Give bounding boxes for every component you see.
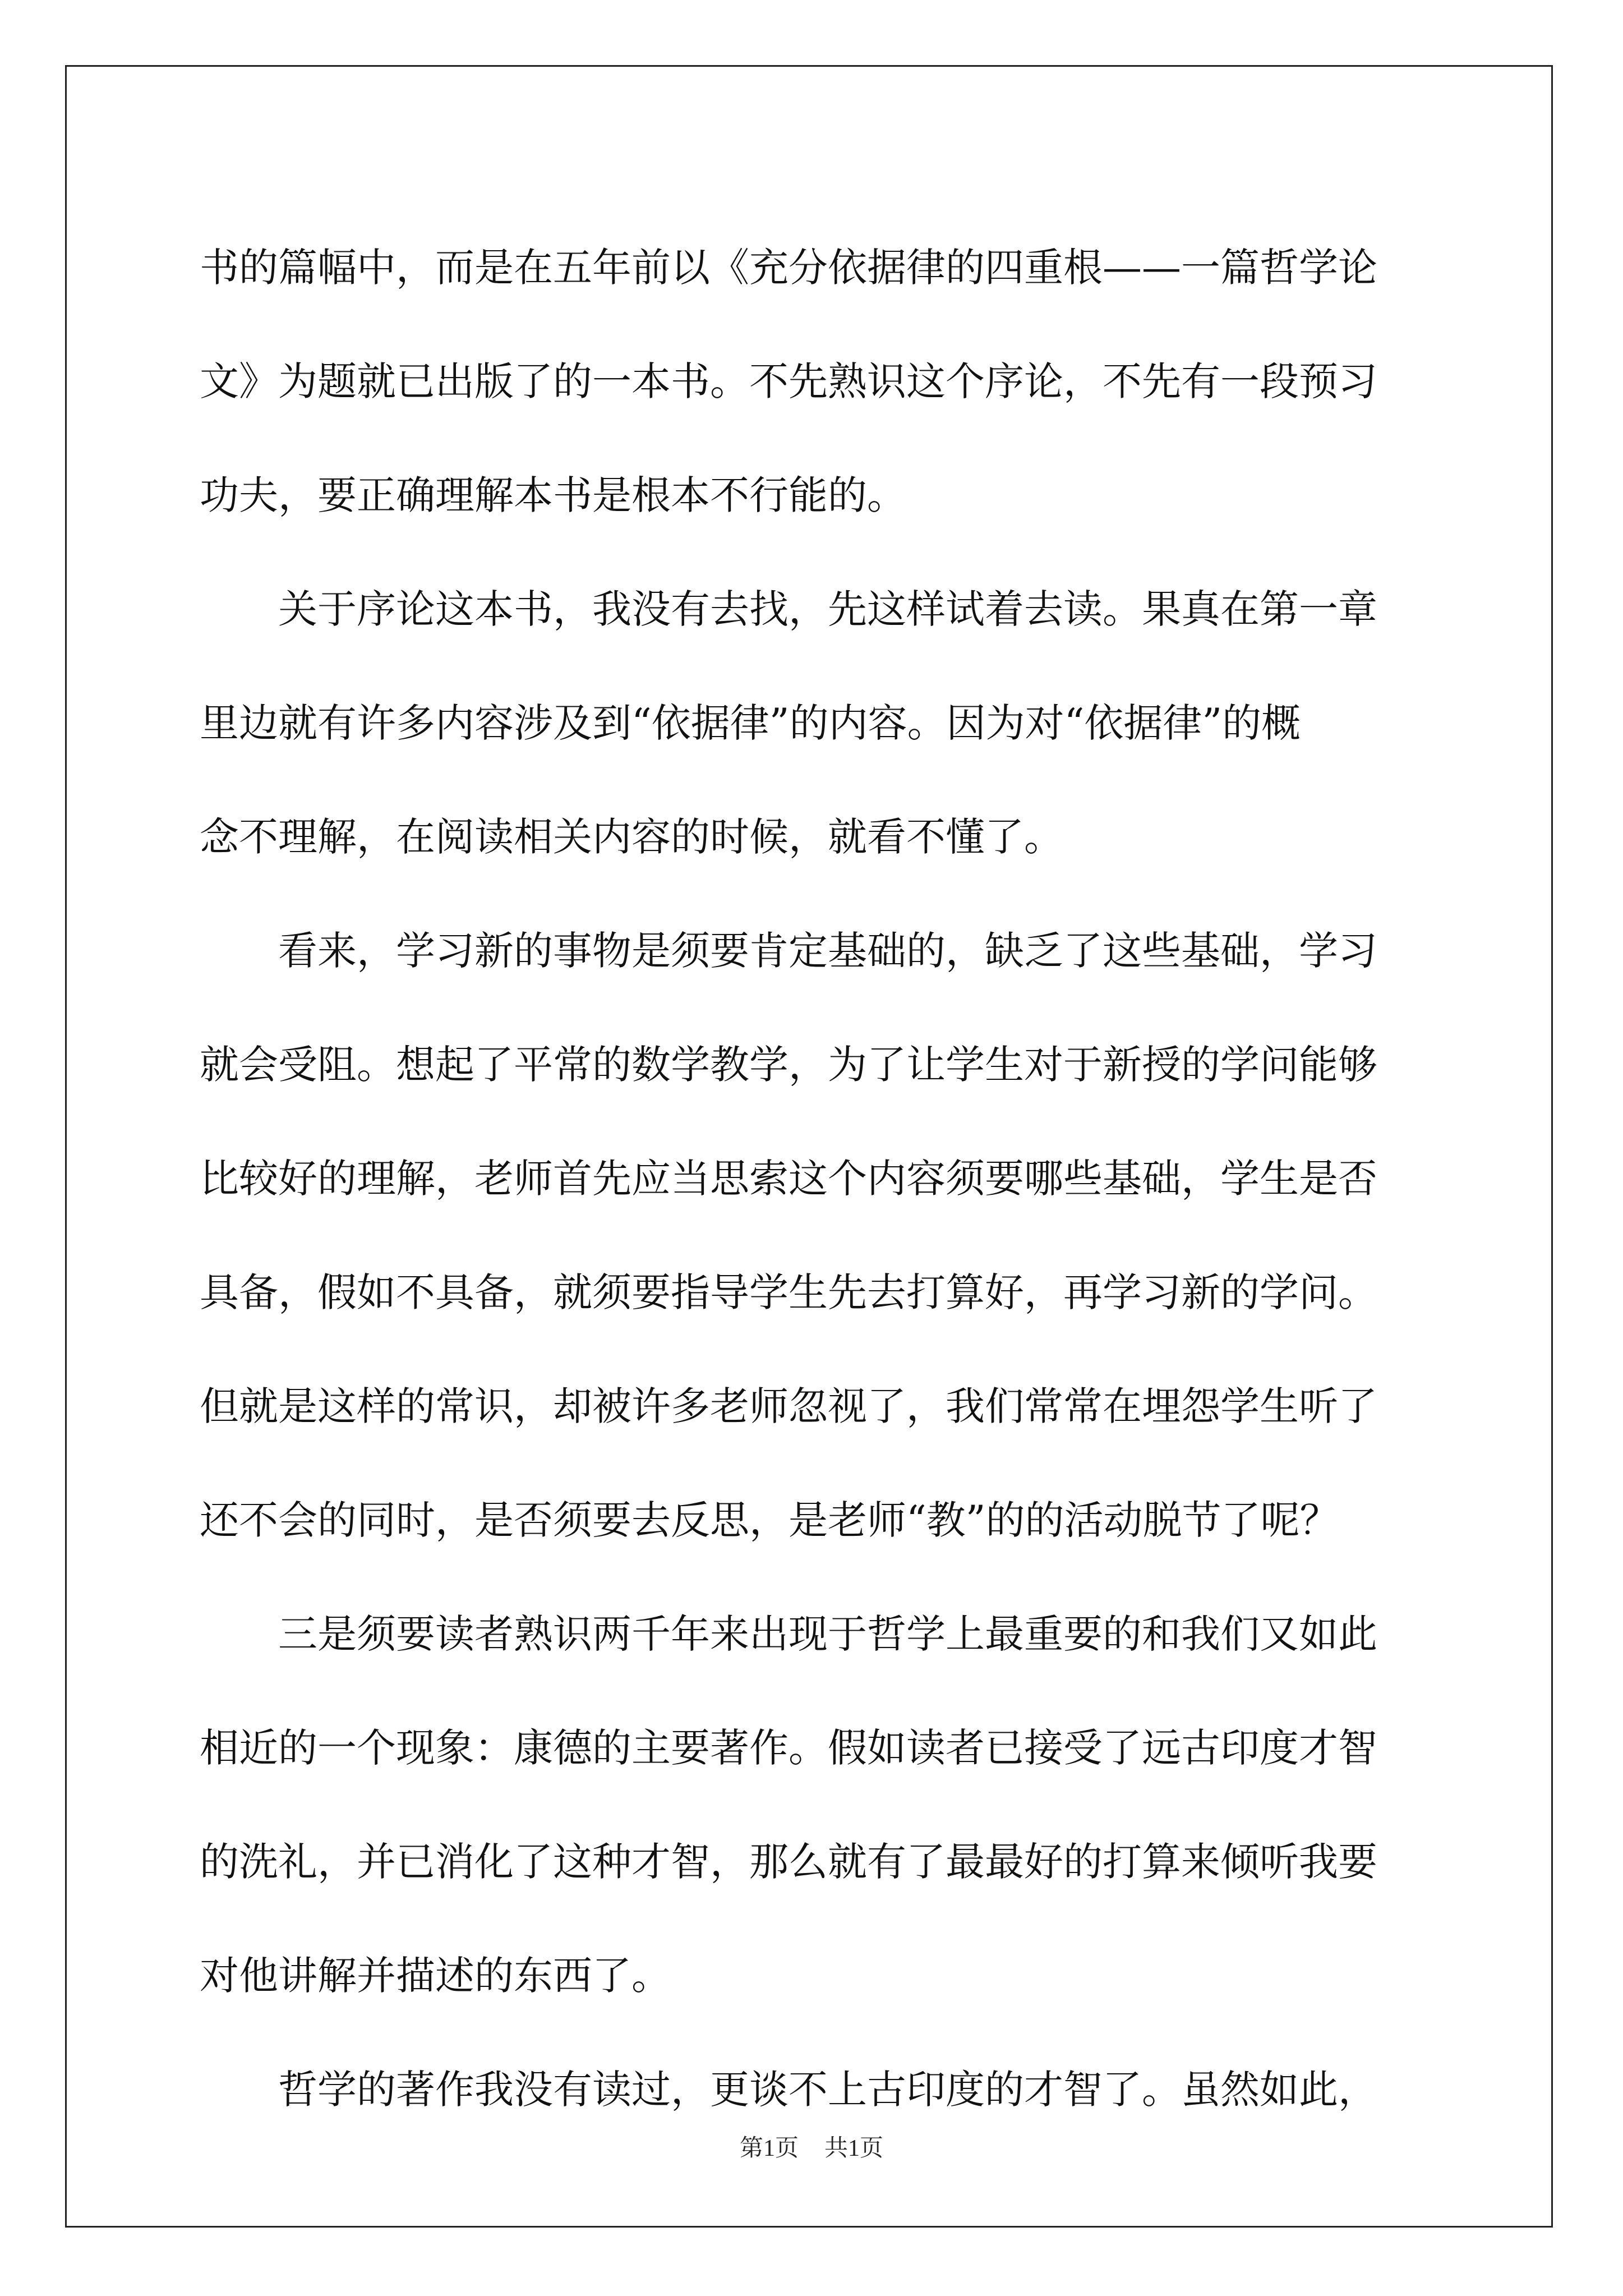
text-line: 书的篇幅中，而是在五年前以《充分依据律的四重根——一篇哲学论 <box>200 245 1377 291</box>
body-text <box>200 211 1424 2147</box>
text-line: 比较好的理解，老师首先应当思索这个内容须要哪些基础，学生是否 <box>200 1156 1377 1202</box>
page-total: 共1页 <box>824 2136 884 2161</box>
text-line: 就会受阻。想起了平常的数学教学，为了让学生对于新授的学问能够 <box>200 1042 1377 1088</box>
text-line: 文》为题就已出版了的一本书。不先熟识这个序论，不先有一段预习 <box>200 358 1377 404</box>
text-line: 哲学的著作我没有读过，更谈不上古印度的才智了。虽然如此， <box>200 2067 1377 2113</box>
text-line: 功夫，要正确理解本书是根本不行能的。 <box>200 472 906 518</box>
text-line: 的洗礼，并已消化了这种才智，那么就有了最最好的打算来倾听我要 <box>200 1839 1377 1885</box>
text-line: 看来，学习新的事物是须要肯定基础的，缺乏了这些基础，学习 <box>200 928 1377 974</box>
text-line: 还不会的同时，是否须要去反思，是老师“教”的的活动脱节了呢？ <box>200 1497 1339 1543</box>
text-line: 具备，假如不具备，就须要指导学生先去打算好，再学习新的学问。 <box>200 1269 1377 1315</box>
page-footer <box>0 2132 1623 2165</box>
text-line: 对他讲解并描述的东西了。 <box>200 1953 671 1999</box>
text-line: 相近的一个现象：康德的主要著作。假如读者已接受了远古印度才智 <box>200 1725 1377 1771</box>
page-number: 第1页 <box>739 2136 799 2161</box>
text-line: 关于序论这本书，我没有去找，先这样试着去读。果真在第一章 <box>200 586 1377 632</box>
text-line: 念不理解，在阅读相关内容的时候，就看不懂了。 <box>200 814 1063 860</box>
text-line: 三是须要读者熟识两千年来出现于哲学上最重要的和我们又如此 <box>200 1611 1377 1657</box>
text-line: 但就是这样的常识，却被许多老师忽视了，我们常常在埋怨学生听了 <box>200 1383 1377 1429</box>
text-line: 里边就有许多内容涉及到“依据律”的内容。因为对“依据律”的概 <box>200 700 1301 746</box>
